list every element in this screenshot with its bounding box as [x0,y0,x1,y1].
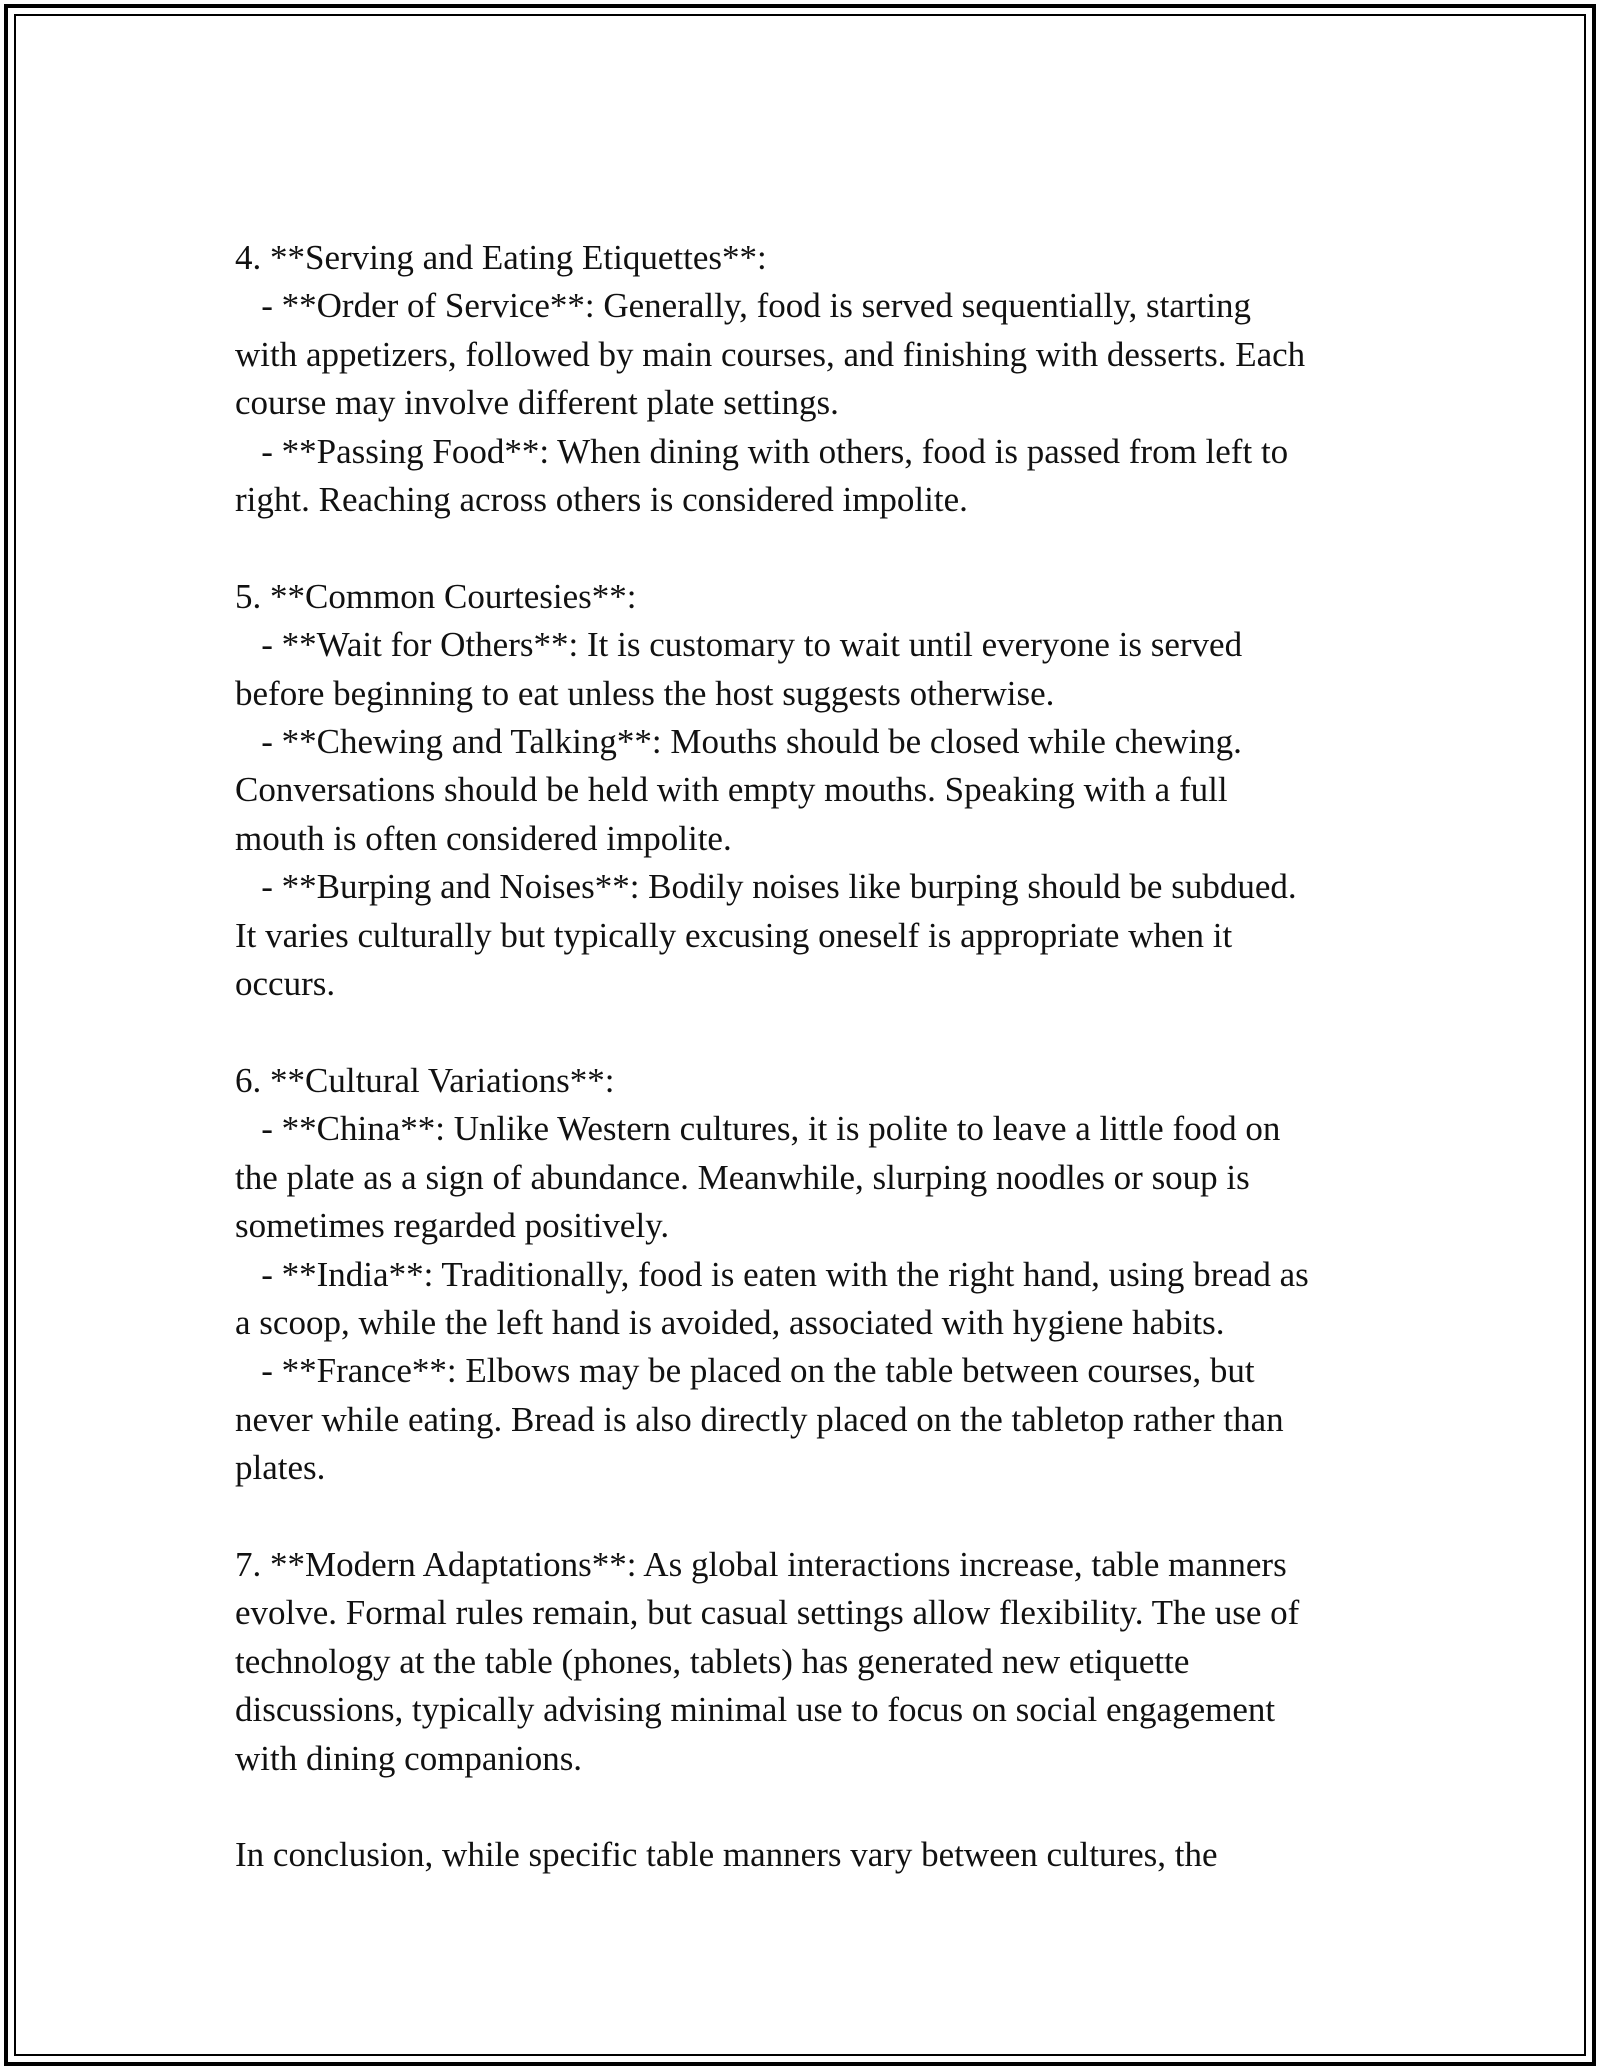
text-line: - **Order of Service**: Generally, food is served sequentially, starting [235,286,1251,326]
paragraph-gap [235,1783,1365,1831]
text-line: course may involve different plate settings. [235,383,839,423]
section-serving-and-eating-etiquettes [235,234,1365,524]
paragraph-gap [235,524,1365,572]
text-line: with dining companions. [235,1738,583,1778]
text-line: technology at the table (phones, tablets) has generated new etiquette [235,1641,1190,1681]
section-conclusion [235,1831,1365,1879]
section-common-courtesies [235,573,1365,1009]
text-line: - **Burping and Noises**: Bodily noises like burping should be subdued. [235,867,1297,907]
text-line: right. Reaching across others is considered impolite. [235,480,968,520]
text-line: never while eating. Bread is also directly placed on the tabletop rather than [235,1399,1284,1439]
section-modern-adaptations [235,1541,1365,1783]
text-line: Conversations should be held with empty mouths. Speaking with a full [235,770,1228,810]
text-line: with appetizers, followed by main courses, and finishing with desserts. Each [235,334,1306,374]
text-line: plates. [235,1448,326,1488]
text-line: - **China**: Unlike Western cultures, it is polite to leave a little food on [235,1109,1281,1149]
section-heading: 6. **Cultural Variations**: [235,1060,615,1100]
text-line: - **France**: Elbows may be placed on the table between courses, but [235,1351,1255,1391]
section-cultural-variations [235,1057,1365,1493]
text-line: occurs. [235,964,336,1004]
section-heading: 4. **Serving and Eating Etiquettes**: [235,238,767,277]
text-line: - **Chewing and Talking**: Mouths should be closed while chewing. [235,722,1242,762]
text-line: It varies culturally but typically excusing oneself is appropriate when it [235,915,1233,955]
text-line: evolve. Formal rules remain, but casual settings allow flexibility. The use of [235,1593,1300,1633]
text-line: a scoop, while the left hand is avoided, associated with hygiene habits. [235,1302,1225,1342]
paragraph-gap [235,1008,1365,1056]
text-line: the plate as a sign of abundance. Meanwhile, slurping noodles or soup is [235,1157,1250,1197]
paragraph-gap [235,1493,1365,1541]
document-body [235,234,1365,1880]
text-line: - **India**: Traditionally, food is eaten with the right hand, using bread as [235,1254,1309,1294]
text-line: discussions, typically advising minimal use to focus on social engagement [235,1690,1276,1730]
text-line: In conclusion, while specific table manners vary between cultures, the [235,1835,1218,1875]
text-line: - **Wait for Others**: It is customary to wait until everyone is served [235,625,1243,665]
text-line: sometimes regarded positively. [235,1206,670,1246]
section-heading: 7. **Modern Adaptations**: As global interactions increase, table manners [235,1544,1287,1584]
text-line: - **Passing Food**: When dining with others, food is passed from left to [235,431,1289,471]
section-heading: 5. **Common Courtesies**: [235,576,637,616]
text-line: mouth is often considered impolite. [235,818,732,858]
text-line: before beginning to eat unless the host suggests otherwise. [235,673,1055,713]
